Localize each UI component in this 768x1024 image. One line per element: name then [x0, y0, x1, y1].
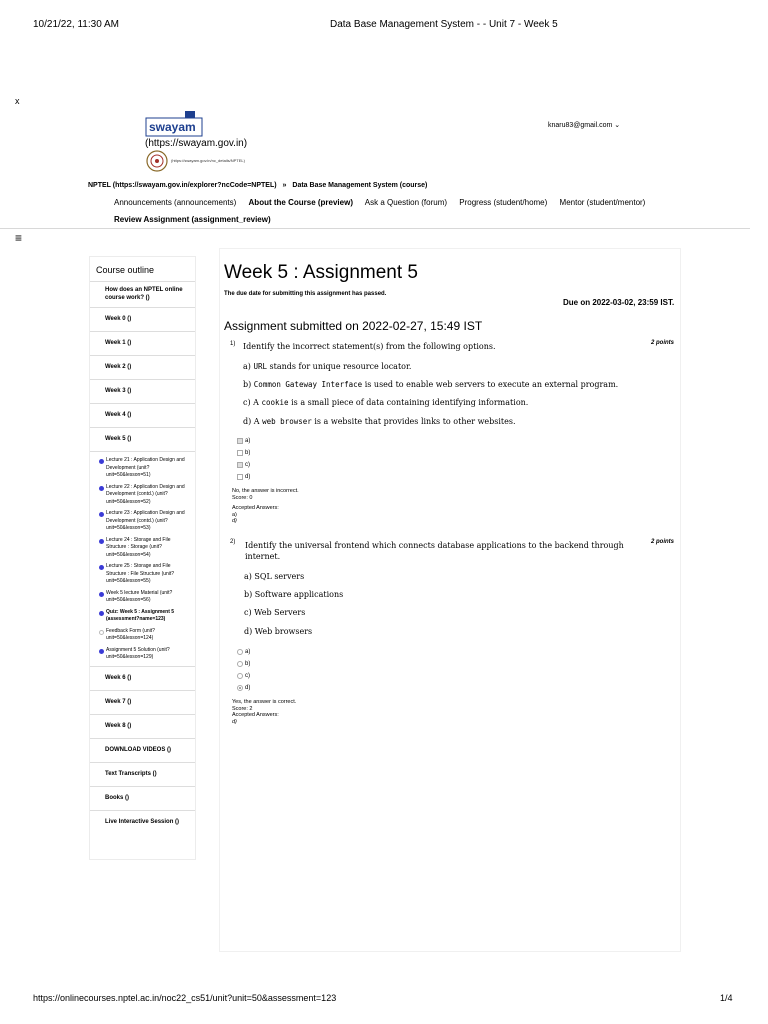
checkbox-icon [237, 450, 243, 456]
question-1-option-c: c) A cookie is a small piece of data containing identifying information. [243, 398, 529, 407]
nav-announcements[interactable]: Announcements (announcements) [114, 198, 237, 207]
question-1-checkbox-c[interactable]: c) [237, 462, 250, 468]
question-2-number: 2) [230, 539, 236, 545]
sidebar-item-live-session[interactable]: Live Interactive Session () [105, 818, 180, 825]
sidebar-quiz-week-5[interactable] [90, 607, 195, 626]
sidebar-item-week-8[interactable]: Week 8 () [90, 715, 195, 739]
completed-dot-icon [99, 512, 104, 517]
print-footer-url: https://onlinecourses.nptel.ac.in/noc22_cs51/unit?unit=50&assessment=123 [33, 993, 337, 1003]
question-2-text-line-1: Identify the universal frontend which connects database applications to the backend through [245, 541, 624, 550]
question-2-radio-d[interactable]: d) [237, 685, 250, 691]
print-page-number: 1/4 [720, 993, 733, 1003]
nav-ask-question[interactable]: Ask a Question (forum) [364, 198, 448, 207]
question-2-result: Yes, the answer is correct. [232, 699, 297, 705]
question-1-feedback [232, 488, 299, 525]
breadcrumb-separator: » [282, 182, 287, 189]
lesson-label: Assignment 5 Solution (unit?unit=50&lesson=129) [106, 646, 170, 660]
course-outline-title: Course outline [90, 257, 195, 282]
sidebar-item-download-videos[interactable]: DOWNLOAD VIDEOS () [90, 739, 195, 763]
question-1-points: 2 points [651, 340, 675, 346]
due-date-passed-note: The due date for submitting this assignment has passed. [224, 291, 387, 297]
nav-review-assignment[interactable]: Review Assignment (assignment_review) [114, 215, 271, 224]
course-outline-sidebar [89, 256, 196, 860]
page-title: Week 5 : Assignment 5 [224, 262, 418, 283]
question-1-accepted-d: d) [232, 518, 237, 524]
sidebar-lesson-22[interactable] [90, 482, 195, 509]
sidebar-item-week-6[interactable]: Week 6 () [90, 667, 195, 691]
question-2-accepted-d: d) [232, 718, 237, 725]
swayam-logo[interactable] [145, 110, 205, 138]
question-2-option-b: b) Software applications [244, 590, 344, 599]
lesson-label: Lecture 22 : Application Design and Development (contd.) (unit?unit=50&lesson=52) [106, 483, 185, 505]
question-1-checkbox-a[interactable]: a) [237, 438, 250, 444]
sidebar-item-how-nptel-works[interactable]: How does an NPTEL online course work? () [90, 282, 195, 308]
checkbox-icon [237, 474, 243, 480]
question-1-result: No, the answer is incorrect. [232, 488, 299, 494]
radio-selected-icon [237, 685, 243, 691]
sidebar-lesson-24[interactable] [90, 535, 195, 562]
sidebar-item-week-1[interactable]: Week 1 () [90, 332, 195, 356]
question-1-number: 1) [230, 341, 236, 347]
user-menu[interactable]: knaru83@gmail.com ⌄ [548, 122, 621, 129]
nav-about-course[interactable]: About the Course (preview) [248, 198, 353, 207]
question-1-checkbox-d[interactable]: d) [237, 474, 250, 480]
lesson-label: Feedback Form (unit?unit=50&lesson=124) [106, 627, 155, 641]
submission-status: Assignment submitted on 2022-02-27, 15:49 IST [224, 319, 483, 333]
question-2-feedback [232, 699, 296, 725]
print-datetime: 10/21/22, 11:30 AM [33, 19, 119, 30]
question-2-score: Score: 2 [232, 705, 253, 712]
sidebar-item-books[interactable]: Books () [90, 787, 195, 811]
question-1-checkbox-b[interactable]: b) [237, 450, 250, 456]
radio-icon [237, 661, 243, 667]
breadcrumb-root[interactable]: NPTEL (https://swayam.gov.in/explorer?ncCode=NPTEL) [88, 182, 277, 189]
print-doc-title: Data Base Management System - - Unit 7 - Week 5 [330, 19, 558, 30]
question-2-accepted-label: Accepted Answers: [232, 712, 279, 718]
question-1-option-a: a) URL stands for unique resource locator. [243, 362, 412, 371]
radio-icon [237, 649, 243, 655]
nav-progress[interactable]: Progress (student/home) [459, 198, 548, 207]
swayam-brand-text: swayam [149, 120, 196, 134]
question-2-radio-c[interactable]: c) [237, 673, 250, 679]
question-1-score: Score: 0 [232, 494, 253, 501]
header-divider [0, 228, 750, 229]
sidebar-lesson-25[interactable] [90, 561, 195, 588]
question-2-option-a: a) SQL servers [244, 572, 305, 581]
checkbox-checked-icon [237, 438, 243, 444]
lesson-label: Week 5 lecture Material (unit?unit=50&lesson=56) [106, 589, 173, 603]
assignment-panel [219, 248, 681, 952]
question-1-text: Identify the incorrect statement(s) from the following options. [243, 342, 496, 351]
completed-dot-icon [99, 649, 104, 654]
nptel-link[interactable]: (https://swayam.gov.in/nc_details/NPTEL) [171, 158, 245, 163]
question-2-option-d: d) Web browsers [244, 627, 313, 636]
question-1-accepted-a: a) [232, 511, 237, 518]
sidebar-lesson-21[interactable] [90, 455, 195, 482]
lesson-label: Lecture 21 : Application Design and Development (unit?unit=50&lesson=51) [106, 457, 185, 478]
completed-dot-icon [99, 486, 104, 491]
question-1-option-b: b) Common Gateway Interface is used to enable web servers to execute an external program. [243, 380, 619, 389]
lesson-label: Lecture 25 : Storage and File Structure : File Structure (unit?unit=50&lesson=55) [106, 563, 175, 584]
question-1-option-d: d) A web browser is a website that provides links to other websites. [243, 417, 516, 426]
sidebar-assignment-solution[interactable] [90, 645, 195, 667]
sidebar-item-week-3[interactable]: Week 3 () [90, 380, 195, 404]
sidebar-item-text-transcripts[interactable]: Text Transcripts () [90, 763, 195, 787]
completed-dot-icon [99, 592, 104, 597]
sidebar-item-week-2[interactable]: Week 2 () [90, 356, 195, 380]
breadcrumb-course[interactable]: Data Base Management System (course) [292, 182, 428, 189]
nptel-logo[interactable] [146, 150, 168, 172]
question-2-points: 2 points [651, 539, 675, 545]
sidebar-item-week-7[interactable]: Week 7 () [90, 691, 195, 715]
lesson-label: Lecture 23 : Application Design and Development (contd.) (unit?unit=50&lesson=53) [106, 510, 185, 531]
sidebar-lesson-23[interactable] [90, 508, 195, 535]
checkbox-checked-icon [237, 462, 243, 468]
question-2-text-line-2: internet. [245, 552, 281, 561]
sidebar-item-week-4[interactable]: Week 4 () [90, 404, 195, 428]
close-icon[interactable]: x [15, 96, 20, 106]
radio-icon [237, 673, 243, 679]
sidebar-item-week-0[interactable]: Week 0 () [90, 308, 195, 332]
sidebar-item-week-5[interactable]: Week 5 () [90, 428, 195, 452]
completed-dot-icon [99, 565, 104, 570]
course-nav [114, 198, 655, 207]
sidebar-feedback-form[interactable] [90, 626, 195, 645]
lesson-label: Lecture 24 : Storage and File Structure : Storage (unit?unit=50&lesson=54) [106, 536, 171, 558]
completed-dot-icon [99, 459, 104, 464]
swayam-link[interactable]: (https://swayam.gov.in) [145, 138, 248, 149]
lesson-label: Quiz: Week 5 : Assignment 5 (assessment?name=123) [106, 608, 175, 622]
sidebar-lecture-material[interactable] [90, 588, 195, 607]
breadcrumb [88, 182, 427, 189]
hamburger-menu-icon[interactable]: ≡ [15, 231, 23, 245]
nav-mentor[interactable]: Mentor (student/mentor) [559, 198, 646, 207]
completed-dot-icon [99, 539, 104, 544]
completed-dot-icon [99, 611, 104, 616]
question-2-radio-a[interactable]: a) [237, 649, 250, 655]
question-2-option-c: c) Web Servers [244, 608, 306, 617]
incomplete-dot-icon [99, 630, 104, 635]
due-date: Due on 2022-03-02, 23:59 IST. [563, 298, 675, 307]
question-2-radio-b[interactable]: b) [237, 661, 250, 667]
question-1-accepted-label: Accepted Answers: [232, 505, 279, 511]
